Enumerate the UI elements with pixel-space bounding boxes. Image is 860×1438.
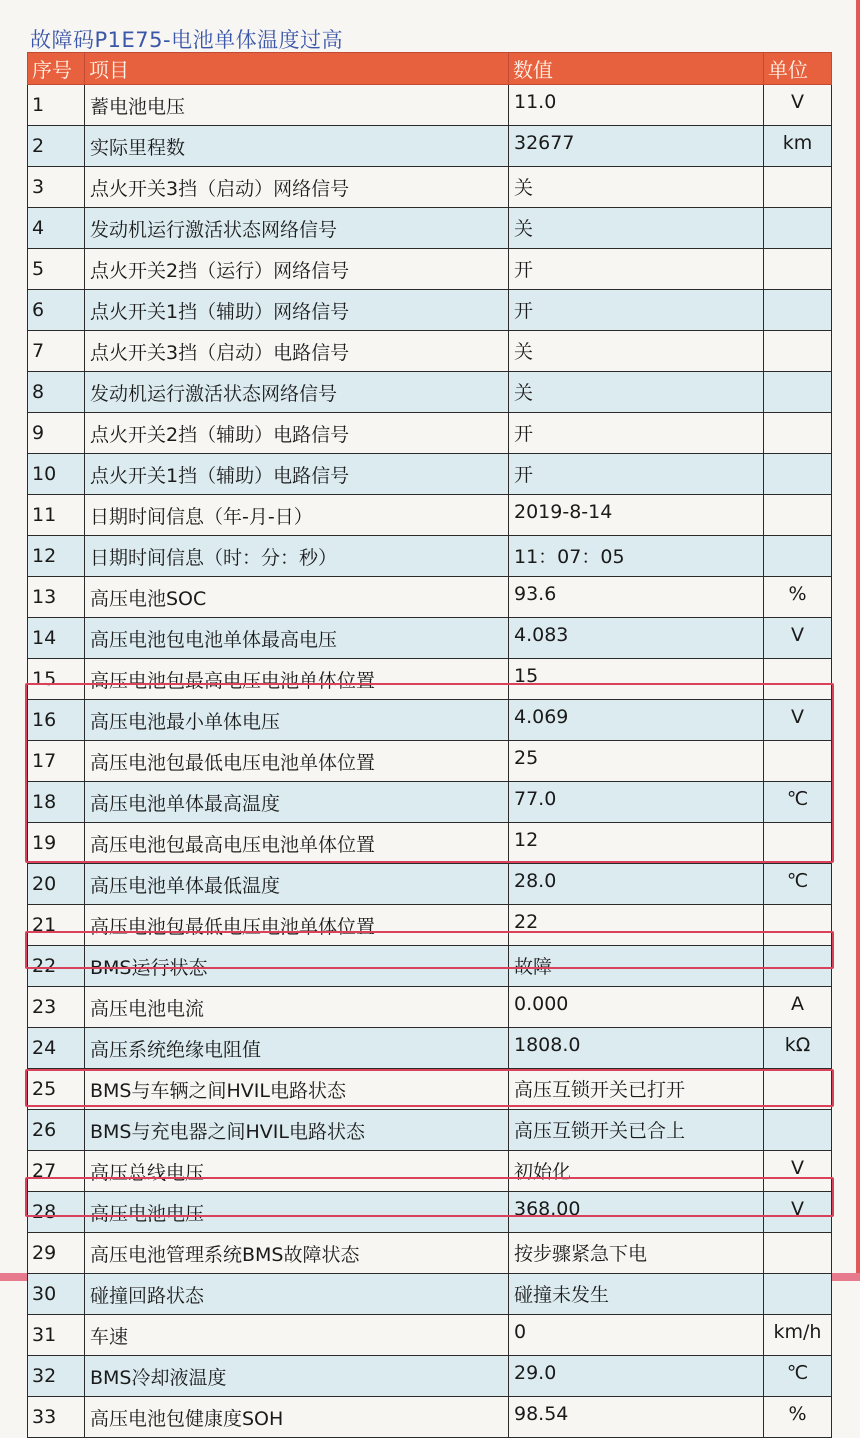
row-value: 1808.0 bbox=[509, 1028, 764, 1069]
row-unit: ℃ bbox=[764, 1356, 832, 1397]
row-unit: % bbox=[764, 1397, 832, 1438]
table-row bbox=[28, 1356, 832, 1397]
row-index: 4 bbox=[28, 208, 85, 249]
row-value: 0.000 bbox=[509, 987, 764, 1028]
row-index: 28 bbox=[28, 1192, 85, 1233]
table-row bbox=[28, 331, 832, 372]
row-value: 开 bbox=[509, 290, 764, 331]
table-header-row bbox=[28, 53, 832, 85]
row-value: 4.083 bbox=[509, 618, 764, 659]
table-row bbox=[28, 659, 832, 700]
row-unit bbox=[764, 741, 832, 782]
row-value: 高压互锁开关已合上 bbox=[509, 1110, 764, 1151]
table-row bbox=[28, 987, 832, 1028]
row-value: 碰撞未发生 bbox=[509, 1274, 764, 1315]
page-title: 故障码P1E75-电池单体温度过高 bbox=[30, 28, 344, 52]
table-row bbox=[28, 85, 832, 126]
row-value: 25 bbox=[509, 741, 764, 782]
row-value: 368.00 bbox=[509, 1192, 764, 1233]
row-value: 28.0 bbox=[509, 864, 764, 905]
row-index: 31 bbox=[28, 1315, 85, 1356]
row-unit: V bbox=[764, 85, 832, 126]
row-unit bbox=[764, 905, 832, 946]
header-index: 序号 bbox=[28, 53, 85, 85]
row-item: 点火开关2挡（辅助）电路信号 bbox=[85, 413, 509, 454]
table-row bbox=[28, 1274, 832, 1315]
row-value: 按步骤紧急下电 bbox=[509, 1233, 764, 1274]
row-item: 高压电池包最低电压电池单体位置 bbox=[85, 741, 509, 782]
table-row bbox=[28, 536, 832, 577]
header-unit: 单位 bbox=[764, 53, 832, 85]
row-item: BMS冷却液温度 bbox=[85, 1356, 509, 1397]
row-item: BMS运行状态 bbox=[85, 946, 509, 987]
row-index: 15 bbox=[28, 659, 85, 700]
row-item: 高压电池SOC bbox=[85, 577, 509, 618]
row-index: 29 bbox=[28, 1233, 85, 1274]
row-unit bbox=[764, 1110, 832, 1151]
row-item: 高压电池包最高电压电池单体位置 bbox=[85, 823, 509, 864]
row-unit: V bbox=[764, 700, 832, 741]
row-value: 开 bbox=[509, 249, 764, 290]
row-unit: km/h bbox=[764, 1315, 832, 1356]
row-item: 高压电池管理系统BMS故障状态 bbox=[85, 1233, 509, 1274]
row-item: 高压电池包健康度SOH bbox=[85, 1397, 509, 1438]
row-index: 32 bbox=[28, 1356, 85, 1397]
row-value: 关 bbox=[509, 331, 764, 372]
row-unit bbox=[764, 290, 832, 331]
row-item: 发动机运行激活状态网络信号 bbox=[85, 372, 509, 413]
row-value: 15 bbox=[509, 659, 764, 700]
row-item: 点火开关3挡（启动）网络信号 bbox=[85, 167, 509, 208]
row-unit bbox=[764, 249, 832, 290]
row-value: 32677 bbox=[509, 126, 764, 167]
row-item: 实际里程数 bbox=[85, 126, 509, 167]
table-row bbox=[28, 1233, 832, 1274]
row-value: 故障 bbox=[509, 946, 764, 987]
row-index: 20 bbox=[28, 864, 85, 905]
row-value: 12 bbox=[509, 823, 764, 864]
table-row bbox=[28, 1397, 832, 1438]
row-index: 18 bbox=[28, 782, 85, 823]
table-row bbox=[28, 700, 832, 741]
row-index: 6 bbox=[28, 290, 85, 331]
row-unit: V bbox=[764, 618, 832, 659]
row-value: 初始化 bbox=[509, 1151, 764, 1192]
row-item: 点火开关2挡（运行）网络信号 bbox=[85, 249, 509, 290]
header-item: 项目 bbox=[85, 53, 509, 85]
row-unit bbox=[764, 536, 832, 577]
row-unit bbox=[764, 208, 832, 249]
table-row bbox=[28, 823, 832, 864]
row-unit bbox=[764, 413, 832, 454]
row-item: 高压电池包最低电压电池单体位置 bbox=[85, 905, 509, 946]
row-unit bbox=[764, 946, 832, 987]
row-index: 30 bbox=[28, 1274, 85, 1315]
row-value: 0 bbox=[509, 1315, 764, 1356]
table-body bbox=[28, 85, 832, 1438]
row-index: 9 bbox=[28, 413, 85, 454]
table-row bbox=[28, 741, 832, 782]
row-unit: A bbox=[764, 987, 832, 1028]
table-row bbox=[28, 1069, 832, 1110]
row-index: 14 bbox=[28, 618, 85, 659]
diagnostic-data-table bbox=[27, 52, 832, 1438]
row-unit bbox=[764, 659, 832, 700]
row-index: 10 bbox=[28, 454, 85, 495]
row-item: 高压总线电压 bbox=[85, 1151, 509, 1192]
table-row bbox=[28, 208, 832, 249]
row-index: 21 bbox=[28, 905, 85, 946]
row-value: 2019-8-14 bbox=[509, 495, 764, 536]
row-index: 24 bbox=[28, 1028, 85, 1069]
row-value: 11.0 bbox=[509, 85, 764, 126]
row-value: 高压互锁开关已打开 bbox=[509, 1069, 764, 1110]
row-index: 11 bbox=[28, 495, 85, 536]
row-value: 开 bbox=[509, 454, 764, 495]
row-unit bbox=[764, 1274, 832, 1315]
row-unit: ℃ bbox=[764, 864, 832, 905]
row-value: 关 bbox=[509, 372, 764, 413]
row-item: 高压电池单体最低温度 bbox=[85, 864, 509, 905]
row-unit bbox=[764, 495, 832, 536]
row-value: 77.0 bbox=[509, 782, 764, 823]
row-index: 1 bbox=[28, 85, 85, 126]
row-unit: V bbox=[764, 1151, 832, 1192]
row-unit: % bbox=[764, 577, 832, 618]
table-row bbox=[28, 1315, 832, 1356]
row-item: BMS与充电器之间HVIL电路状态 bbox=[85, 1110, 509, 1151]
row-index: 17 bbox=[28, 741, 85, 782]
row-index: 19 bbox=[28, 823, 85, 864]
table-row bbox=[28, 1192, 832, 1233]
row-value: 11：07：05 bbox=[509, 536, 764, 577]
row-index: 5 bbox=[28, 249, 85, 290]
row-index: 7 bbox=[28, 331, 85, 372]
row-item: 高压系统绝缘电阻值 bbox=[85, 1028, 509, 1069]
row-item: 点火开关1挡（辅助）电路信号 bbox=[85, 454, 509, 495]
row-unit bbox=[764, 1069, 832, 1110]
row-value: 关 bbox=[509, 167, 764, 208]
row-unit bbox=[764, 167, 832, 208]
row-unit bbox=[764, 331, 832, 372]
row-item: BMS与车辆之间HVIL电路状态 bbox=[85, 1069, 509, 1110]
row-item: 高压电池最小单体电压 bbox=[85, 700, 509, 741]
row-value: 22 bbox=[509, 905, 764, 946]
table-row bbox=[28, 946, 832, 987]
table-row bbox=[28, 782, 832, 823]
row-value: 93.6 bbox=[509, 577, 764, 618]
row-index: 27 bbox=[28, 1151, 85, 1192]
table-row bbox=[28, 495, 832, 536]
row-item: 高压电池电流 bbox=[85, 987, 509, 1028]
header-value: 数值 bbox=[509, 53, 764, 85]
table-row bbox=[28, 249, 832, 290]
row-unit: ℃ bbox=[764, 782, 832, 823]
row-index: 13 bbox=[28, 577, 85, 618]
row-index: 12 bbox=[28, 536, 85, 577]
row-item: 高压电池包电池单体最高电压 bbox=[85, 618, 509, 659]
table-row bbox=[28, 864, 832, 905]
table-row bbox=[28, 167, 832, 208]
row-item: 点火开关3挡（启动）电路信号 bbox=[85, 331, 509, 372]
row-value: 29.0 bbox=[509, 1356, 764, 1397]
row-item: 点火开关1挡（辅助）网络信号 bbox=[85, 290, 509, 331]
row-item: 日期时间信息（时：分：秒） bbox=[85, 536, 509, 577]
table-row bbox=[28, 577, 832, 618]
table-row bbox=[28, 126, 832, 167]
table-row bbox=[28, 454, 832, 495]
row-unit bbox=[764, 454, 832, 495]
table-row bbox=[28, 905, 832, 946]
row-unit: kΩ bbox=[764, 1028, 832, 1069]
table-row bbox=[28, 1110, 832, 1151]
table-row bbox=[28, 1028, 832, 1069]
row-unit bbox=[764, 372, 832, 413]
row-value: 开 bbox=[509, 413, 764, 454]
row-item: 高压电池包最高电压电池单体位置 bbox=[85, 659, 509, 700]
row-value: 98.54 bbox=[509, 1397, 764, 1438]
row-index: 8 bbox=[28, 372, 85, 413]
row-item: 高压电池电压 bbox=[85, 1192, 509, 1233]
row-item: 蓄电池电压 bbox=[85, 85, 509, 126]
row-value: 关 bbox=[509, 208, 764, 249]
row-unit bbox=[764, 1233, 832, 1274]
row-index: 26 bbox=[28, 1110, 85, 1151]
row-unit: km bbox=[764, 126, 832, 167]
row-item: 发动机运行激活状态网络信号 bbox=[85, 208, 509, 249]
page-edge-right bbox=[856, 0, 860, 1281]
row-item: 碰撞回路状态 bbox=[85, 1274, 509, 1315]
row-index: 25 bbox=[28, 1069, 85, 1110]
row-index: 22 bbox=[28, 946, 85, 987]
row-index: 16 bbox=[28, 700, 85, 741]
table-row bbox=[28, 1151, 832, 1192]
row-item: 高压电池单体最高温度 bbox=[85, 782, 509, 823]
row-index: 33 bbox=[28, 1397, 85, 1438]
row-index: 3 bbox=[28, 167, 85, 208]
table-row bbox=[28, 372, 832, 413]
table-row bbox=[28, 290, 832, 331]
table-row bbox=[28, 413, 832, 454]
row-index: 23 bbox=[28, 987, 85, 1028]
row-unit bbox=[764, 823, 832, 864]
row-unit: V bbox=[764, 1192, 832, 1233]
row-item: 日期时间信息（年-月-日） bbox=[85, 495, 509, 536]
row-item: 车速 bbox=[85, 1315, 509, 1356]
row-index: 2 bbox=[28, 126, 85, 167]
row-value: 4.069 bbox=[509, 700, 764, 741]
table-row bbox=[28, 618, 832, 659]
